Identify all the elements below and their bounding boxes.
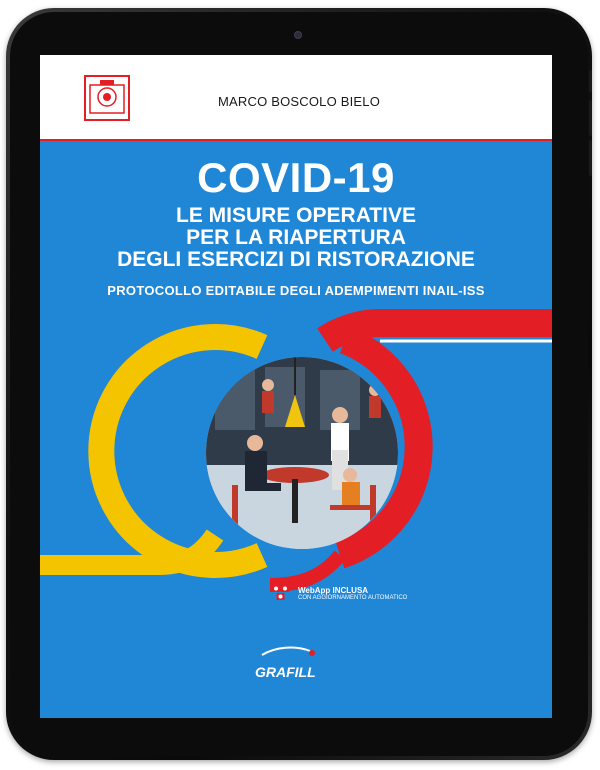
publisher-dot	[309, 650, 315, 656]
protocol-subtitle: PROTOCOLLO EDITABILE DEGLI ADEMPIMENTI INAIL-ISS	[107, 283, 485, 298]
webapp-title: WebApp INCLUSA	[298, 586, 369, 595]
webapp-badge	[298, 586, 407, 601]
volume-button-lower	[589, 140, 592, 176]
red-tail	[270, 555, 340, 585]
author-name: MARCO BOSCOLO BIELO	[218, 94, 381, 109]
subtitle-line-2: PER LA RIAPERTURA	[186, 226, 406, 249]
front-camera	[294, 31, 302, 39]
ebook-cover	[40, 55, 552, 718]
subtitle-line-1: LE MISURE OPERATIVE	[176, 204, 416, 227]
book-title: COVID-19	[197, 154, 395, 201]
webapp-subtitle: CON AGGIORNAMENTO AUTOMATICO	[298, 595, 408, 601]
volume-button	[589, 100, 592, 136]
publisher-logo: GRAFILL	[255, 664, 316, 680]
subtitle-line-3: DEGLI ESERCIZI DI RISTORAZIONE	[117, 248, 475, 271]
publisher-swoosh	[262, 648, 310, 655]
power-button	[589, 70, 592, 92]
cover-artwork	[40, 55, 552, 718]
